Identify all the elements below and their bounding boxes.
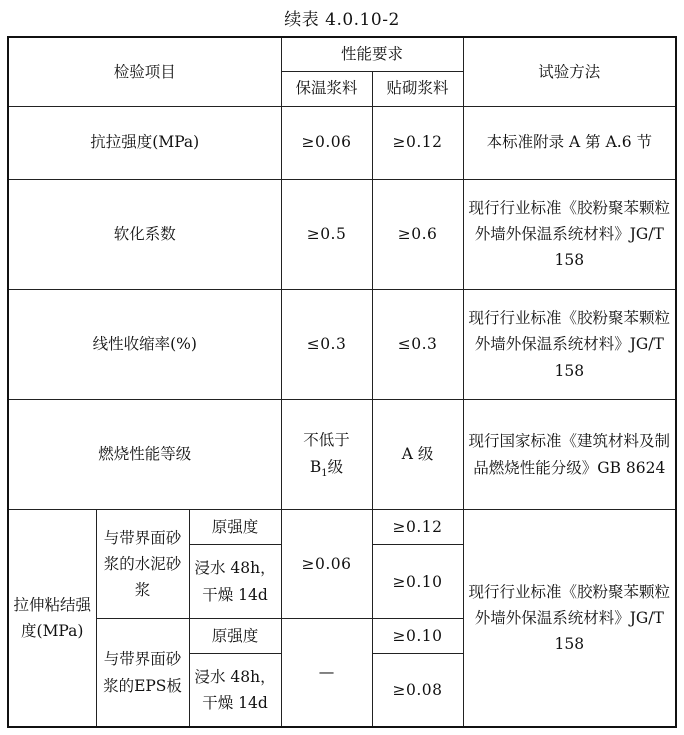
row-bonding-value: ≤0.3 [372,289,463,399]
row-method: 本标准附录 A 第 A.6 节 [463,106,676,179]
row-bonding-value: ≥0.6 [372,179,463,289]
header-insulation-mortar: 保温浆料 [281,71,372,106]
row-method: 现行行业标准《胶粉聚苯颗粒外墙外保温系统材料》JG/T 158 [463,179,676,289]
tensile-soaked-2: 浸水 48h，干燥 14d [189,654,281,727]
fire-class-grade: B [309,457,322,476]
tensile-substrate-2: 与带界面砂浆的EPS板 [96,619,189,727]
header-row [8,37,676,71]
row-item: 软化系数 [8,179,281,289]
fire-class-prefix: 不低于 [303,431,350,450]
tensile-insulation-1: ≥0.06 [281,510,372,619]
row-item: 线性收缩率(%) [8,289,281,399]
row-insulation-value: ≤0.3 [281,289,372,399]
tensile-bonding-original-1: ≥0.12 [372,510,463,545]
row-item: 抗拉强度(MPa) [8,106,281,179]
tensile-bonding-soaked-2: ≥0.08 [372,654,463,727]
header-item: 检验项目 [8,37,281,106]
tensile-method: 现行行业标准《胶粉聚苯颗粒外墙外保温系统材料》JG/T 158 [463,510,676,727]
header-performance: 性能要求 [281,37,463,71]
tensile-insulation-2: — [281,619,372,727]
tensile-bonding-original-2: ≥0.10 [372,619,463,654]
fire-class-suffix: 级 [327,457,344,476]
fire-class-subscript: 1 [321,467,328,479]
row-method: 现行国家标准《建筑材料及制品燃烧性能分级》GB 8624 [463,400,676,510]
row-method: 现行行业标准《胶粉聚苯颗粒外墙外保温系统材料》JG/T 158 [463,289,676,399]
row-item: 燃烧性能等级 [8,400,281,510]
row-bonding-value: ≥0.12 [372,106,463,179]
tensile-row [8,510,676,545]
tensile-soaked-1: 浸水 48h，干燥 14d [189,545,281,619]
header-method: 试验方法 [463,37,676,106]
tensile-original-2: 原强度 [189,619,281,654]
header-bonding-mortar: 贴砌浆料 [372,71,463,106]
tensile-original-1: 原强度 [189,510,281,545]
table-row [8,106,676,179]
row-insulation-value [281,400,372,510]
table-row [8,289,676,399]
spec-table [7,36,677,728]
tensile-label: 拉伸粘结强度(MPa) [8,510,96,727]
table-caption: 续表 4.0.10-2 [284,10,400,30]
table-row [8,179,676,289]
table-row [8,400,676,510]
row-bonding-value: A 级 [372,400,463,510]
row-insulation-value: ≥0.06 [281,106,372,179]
tensile-substrate-1: 与带界面砂浆的水泥砂浆 [96,510,189,619]
row-insulation-value: ≥0.5 [281,179,372,289]
tensile-bonding-soaked-1: ≥0.10 [372,545,463,619]
